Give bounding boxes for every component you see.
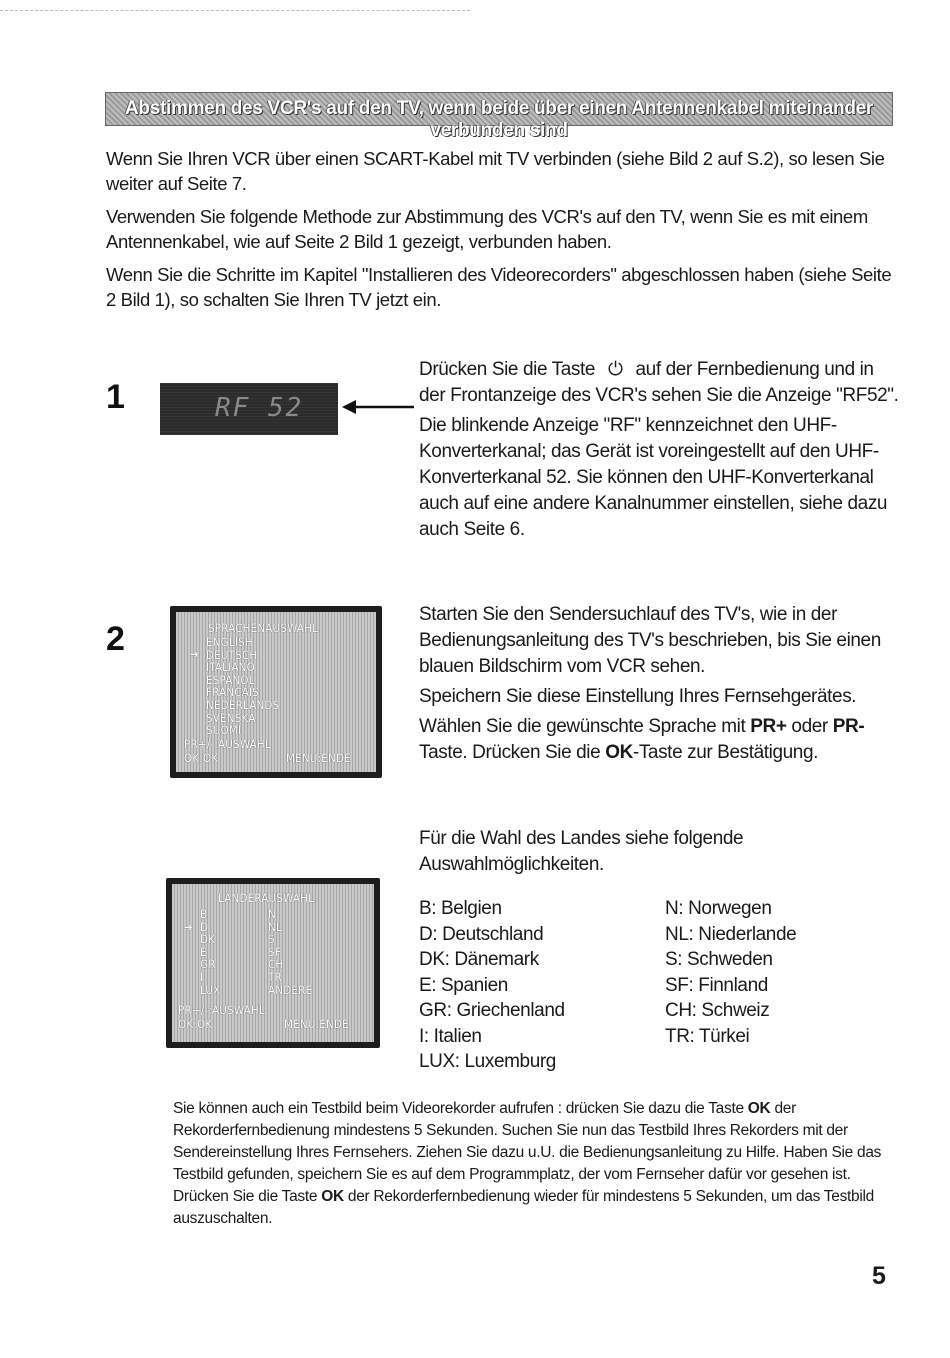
screen-footer-select: PR+/-:AUSWAHL <box>178 1003 265 1017</box>
language-option: SVENSKA <box>206 710 256 725</box>
country-list-right <box>665 896 796 1049</box>
country-list-left <box>419 896 565 1075</box>
language-list <box>206 636 279 737</box>
text-part: Wählen Sie die gewünschte Sprache mit <box>419 716 746 737</box>
step1-instruction <box>419 356 899 409</box>
screen-title: SPRACHENAUSWAHL <box>208 621 319 635</box>
country-code: DK <box>200 932 216 947</box>
country-entry: D: Deutschland <box>419 923 544 945</box>
country-entry: B: Belgien <box>419 898 502 919</box>
ok-key: OK <box>747 1100 771 1117</box>
country-code-column <box>200 908 220 996</box>
pr-plus-key: PR+ <box>750 716 787 737</box>
ok-key: OK <box>321 1188 344 1205</box>
country-entry: S: Schweden <box>665 949 773 970</box>
country-entry: LUX: Luxemburg <box>419 1051 556 1072</box>
country-code: E <box>200 944 207 959</box>
country-code: B <box>200 907 208 921</box>
country-entry: DK: Dänemark <box>419 949 539 970</box>
step2-text <box>419 602 894 770</box>
country-code: LUX <box>200 982 221 997</box>
country-code: S <box>268 932 275 947</box>
text-part: -Taste zur Bestätigung. <box>632 742 819 763</box>
section-title: Abstimmen des VCR's auf den TV, wenn beide über einen Antennenkabel miteinander verbunden sind <box>124 98 874 141</box>
country-entry: NL: Niederlande <box>665 923 797 945</box>
cursor-arrow-icon: ➔ <box>190 647 199 661</box>
step-number-2: 2 <box>106 620 125 658</box>
country-entry: CH: Schweiz <box>665 1000 770 1021</box>
text-part: Taste. Drücken Sie die <box>419 742 601 763</box>
text-part: oder <box>791 716 828 737</box>
screen-title: LÄNDERAUSWAHL <box>218 891 315 905</box>
screen-footer-ok: OK:OK <box>178 1017 213 1031</box>
country-entry: GR: Griechenland <box>419 1000 565 1021</box>
screen-footer-ok: OK:OK <box>184 751 219 765</box>
ok-key: OK <box>605 742 633 763</box>
country-entry: N: Norwegen <box>665 898 772 919</box>
language-option: DEUTSCH <box>206 647 258 662</box>
intro-paragraph: Wenn Sie die Schritte im Kapitel "Installieren des Videorecorders" abgeschlossen haben (siehe Seite 2 Bild 1), so schalten Sie Ihren TV jetzt ein. <box>106 264 892 310</box>
country-code: N <box>268 907 276 921</box>
screen-footer-menu: MENU:ENDE <box>284 1017 349 1031</box>
country-code: CH <box>268 957 284 972</box>
language-option: ESPAÑOL <box>206 672 255 687</box>
language-option: ENGLISH <box>206 635 253 649</box>
top-scan-line <box>0 10 470 11</box>
intro-paragraph: Wenn Sie Ihren VCR über einen SCART-Kabel mit TV verbinden (siehe Bild 2 auf S.2), so lesen Sie weiter auf Seite 7. <box>106 148 885 194</box>
screen-footer-select: PR+/-:AUSWAHL <box>184 737 271 751</box>
country-menu-screen <box>166 878 380 1048</box>
step2-instruction: Starten Sie den Sendersuchlauf des TV's, wie in der Bedienungsanleitung des TV's beschrieben, bis Sie einen blauen Bildschirm vom VCR sehen. <box>419 604 881 677</box>
country-entry: E: Spanien <box>419 974 508 996</box>
pr-minus-key: PR- <box>832 716 865 737</box>
country-entry: I: Italien <box>419 1025 482 1047</box>
cursor-arrow-icon: ➔ <box>184 920 193 934</box>
country-entry: TR: Türkei <box>665 1025 750 1047</box>
arrow-left-icon <box>342 396 416 418</box>
country-code-column <box>268 908 312 996</box>
language-option: SUOMI <box>206 723 242 738</box>
step2-language-instruction <box>419 714 894 766</box>
page-number: 5 <box>872 1262 886 1290</box>
language-option: ITALIANO <box>206 660 255 675</box>
step1-text <box>419 356 899 547</box>
intro-paragraph: Verwenden Sie folgende Methode zur Abstimmung des VCR's auf den TV, wenn Sie es mit einem Antennenkabel, wie auf Seite 2 Bild 1 gezeigt, verbunden haben. <box>106 206 868 252</box>
language-option: FRANÇAIS <box>206 685 260 700</box>
screen-area <box>176 612 376 772</box>
section-title-bar <box>105 92 893 141</box>
country-code: SF <box>268 944 281 959</box>
step2-save-note: Speichern Sie diese Einstellung Ihres Fernsehgerätes. <box>419 686 857 707</box>
language-option: NEDERLANDS <box>206 697 280 712</box>
intro-text <box>106 146 896 320</box>
screen-footer-menu: MENU:ENDE <box>286 751 351 765</box>
note-text: der Rekorderfernbedienung mindestens 5 Sekunden. Suchen Sie nun das Testbild Ihres Rekorders mit der Sendereinstellung Ihres Fernsehers. Ziehen Sie dazu u.U. die Bedienungsanleitung zu Hilfe. Haben Sie das Testbild gefunden, speichern Sie es auf dem Programmplatz, der vom Fernseher dafür vor gesehen ist. Drücken Sie die Taste <box>173 1100 882 1205</box>
country-code: ANDERE <box>268 982 313 997</box>
country-code: GR <box>200 957 216 972</box>
testbild-note <box>173 1098 885 1230</box>
step1-text-part: auf der Fernbedienung und in der Frontanzeige des VCR's sehen Sie die Anzeige "RF52". <box>419 359 899 406</box>
country-code: TR <box>268 969 282 984</box>
language-menu-screen <box>170 606 382 778</box>
step-number-1: 1 <box>106 378 125 416</box>
country-code: NL <box>268 919 282 934</box>
note-text: der Rekorderfernbedienung wieder für mindestens 5 Sekunden, um das Testbild auszuschalten. <box>173 1188 874 1227</box>
vcr-front-display <box>160 383 338 435</box>
country-entry: SF: Finnland <box>665 974 768 996</box>
display-readout: RF 52 <box>215 393 304 423</box>
step1-explanation: Die blinkende Anzeige "RF" kennzeichnet den UHF-Konverterkanal; das Gerät ist voreingestellt auf den UHF-Konverterkanal 52. Sie können den UHF-Konverterkanal auch auf eine andere Kanalnummer einstellen, siehe dazu auch Seite 6. <box>419 415 888 540</box>
country-code: I <box>200 969 204 984</box>
country-heading: Für die Wahl des Landes siehe folgende Auswahlmöglichkeiten. <box>419 828 744 875</box>
power-icon: ⏻ <box>607 358 623 380</box>
country-code: D <box>200 919 209 934</box>
step1-text-part: Drücken Sie die Taste <box>419 359 596 380</box>
screen-area <box>172 884 374 1042</box>
note-text: Sie können auch ein Testbild beim Videorekorder aufrufen : drücken Sie dazu die Taste <box>173 1100 744 1117</box>
